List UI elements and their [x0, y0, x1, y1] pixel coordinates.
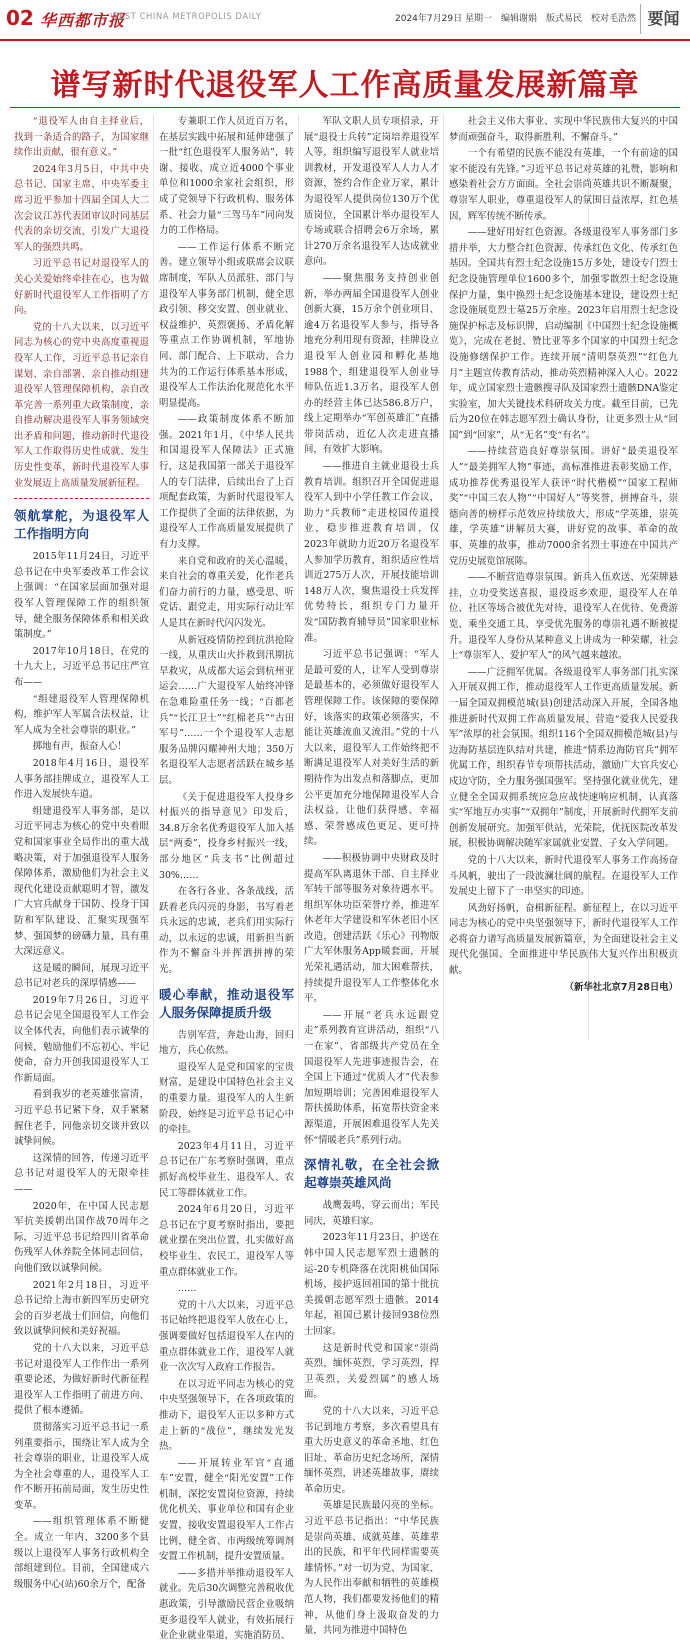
body-paragraph: 社会主义伟大事业、实现中华民族伟大复兴的中国梦而顽强奋斗，取得新胜利、不懈奋斗。”: [449, 116, 678, 143]
body-paragraph: 2023年11月23日，护送在韩中国人民志愿军烈士遗骸的运-20专机降落在沈阳桃仙国际机场，接护返回祖国的第十批抗美援朝志愿军烈士遗骸。2014年起，祖国已累计接回938位烈士回家。: [304, 1232, 439, 1337]
body-paragraph: ——多措并举推动退役军人就业。先后30次调整完善税收优惠政策，引导激励民营企业吸纳更多退役军人就业，有效拓展行业企业就业渠道，实施消防员、: [159, 1567, 294, 1642]
body-paragraph: 风劲好扬帆，奋楫新征程。新征程上，在以习近平同志为核心的党中央坚强领导下，新时代退役军人工作必将奋力谱写高质量发展新篇章，为全面建设社会主义现代化强国、全面推进中华民族伟大复兴作出积极贡献。: [449, 902, 678, 977]
body-paragraph: 组建退役军人事务部，是以习近平同志为核心的党中央着眼党和国家事业全局作出的重大战略决策，对于加强退役军人服务保障体系，激励他们为社会主义现代化建设贡献聪明才智，激发广大官兵献身于国防、投身于国防和军队建设、汇聚实现强军梦、强国梦的磅礴力量，具有重大深远意义。: [14, 805, 149, 958]
body-paragraph: 党的十八大以来，习近平总书记到地方考察，多次看望具有重大历史意义的革命圣地、红色旧址、革命历史纪念场所，深情缅怀英烈，讲述英雄故事，赓续革命历史。: [304, 1405, 439, 1495]
article-lead: [14, 114, 149, 499]
body-paragraph: 来自党和政府的关心温暖，来自社会的尊重关爱，化作老兵们奋力前行的力量，感受思、听党话、跟党走，用实际行动让军人是其在新时代闪闪发光。: [159, 555, 294, 629]
body-paragraph: ——开展“老兵永远跟党走”系列教育宣讲活动，组织“八一在家”、省部级共产党员在全国退役军人先进事迹报告会，在全国上下通过“优质人才”代表参加短期培训；完善困难退役军人帮扶援助体系，拓宽帮扶资金来源渠道，开展困难退役军人先关怀“情暖老兵”系列行动。: [304, 1009, 439, 1146]
dateline: 2024年7月29日 星期一 编辑谢娟 版式易民 校对毛浩然: [395, 14, 636, 24]
lead-paragraph: 2024年3月5日，中共中央总书记、国家主席、中央军委主席习近平参加十四届全国人大二次会议江苏代表团审议时同基层代表的亲切交流，引发广大退役军人的强烈共鸣。: [14, 163, 149, 253]
body-paragraph: 党的十八大以来，习近平总书记对退役军人工作作出一系列重要论述，为做好新时代新征程退役军人工作指明了前进方向、提供了根本遵循。: [14, 1342, 149, 1417]
body-paragraph: ——积极协调中央财政及时提高军队离退休干部、自主择业军转干部等服务对象待遇水平。组织军休功臣荣誉疗养，推进军休老年大学建设和军休老旧小区改造，创建活跃《乐心》刊物版广大军休服务App暖套面，开展光荣礼遇活动，加大困难帮扶，持续提升退役军人工作整体化水平。: [304, 852, 439, 1005]
header-rule: [0, 39, 690, 41]
body-paragraph: 2021年2月18日，习近平总书记给上海市新四军历史研究会的百岁老战士们回信，向他们致以诚挚问候和美好祝福。: [14, 1279, 149, 1338]
article-column-1: [14, 114, 149, 1590]
lead-paragraph: 习近平总书记对退役军人的关心关爱始终牵挂在心，也为做好新时代退役军人工作指明了方向。: [14, 258, 149, 317]
body-paragraph: ——不断营造尊崇氛围。新兵入伍欢送、光荣牌悬挂，立功受奖送喜报，退役返乡欢迎，退役军人在单位、社区等场合被优先对待，退役军人在优待、免费游览、乘坐交通工具、享受优先服务的尊崇礼遇不断被提升。退役军人身份从某种意义上讲成为一种荣耀，社会上“尊崇军人、爱护军人”的风气越来越浓。: [449, 572, 678, 662]
headline: 谱写新时代退役军人工作高质量发展新篇章: [50, 68, 640, 103]
body-paragraph: 告别军营，奔赴山海，回归地方，兵心依然。: [159, 1029, 294, 1057]
article-column-2: [159, 114, 294, 1642]
lead-paragraph: “退役军人由自主择业后，找到一条适合的路子，为国家继续作出贡献，很有意义。”: [14, 116, 149, 159]
masthead: [0, 0, 690, 44]
body-paragraph: 2023年4月11日，习近平总书记在广东考察时强调，重点抓好高校毕业生、退役军人、农民工等群体就业工作。: [159, 1140, 294, 1199]
body-paragraph: 贯彻落实习近平总书记一系列重要指示，围绕让军人成为全社会尊崇的职业，让退役军人成为全社会尊重的人，退役军人工作不断开拓前局面，发生历史性变革。: [14, 1421, 149, 1511]
lead-paragraph: 党的十八大以来，以习近平同志为核心的党中央高度重视退役军人工作，习近平总书记亲自谋划、亲自部署、亲自推动组建退役军人管理保障机构，亲自改革完善一系列重大政策制度，亲自推动解决退役军人事务领域突出矛盾和问题，推动新时代退役军人工作取得历史性成就、发生历史性变革，新时代退役军人事业发展迈上高质量发展新征程。: [14, 321, 149, 489]
body-paragraph: 2017年10月18日，在党的十九大上，习近平总书记庄严宣布——: [14, 645, 149, 688]
body-paragraph: ……: [177, 1283, 197, 1295]
body-paragraph: 专兼职工作人员近百万名，在基层实践中拓展和延伸建强了一批“红色退役军人服务站”，转谢、接收、成立近4000个事业单位和1000余家社会组织，形成了党领导下行政机构、服务体系、社会力量“三驾马车”同向发力的工作格局。: [159, 116, 294, 237]
body-paragraph: 英雄是民族最闪亮的坐标。习近平总书记指出：“中华民族是崇尚英雄、成就英雄、英雄辈出的民族，和平年代同样需要英雄情怀。”对一切为党、为国家、为人民作出奉献和牺牲的英雄模范人物，我们都要发扬他们的精神，从他们身上汲取奋发的力量，共同为推进中国特色: [304, 1500, 439, 1637]
body-paragraph: 2024年6月20日，习近平总书记在宁夏考察时指出，要把就业摆在突出位置，扎实做好高校毕业生、农民工、退役军人等重点群体就业工作。: [159, 1204, 294, 1278]
section-heading: 领航掌舵，为退役军人工作指明方向: [14, 508, 149, 542]
column-body: [159, 114, 294, 1644]
body-paragraph: 2018年4月16日，退役军人事务部挂牌成立，退役军人工作进入发展快车道。: [14, 757, 149, 801]
column-divider: [298, 114, 299, 1039]
body-paragraph: 这是新时代党和国家“崇尚英烈，缅怀英烈，学习英烈，捍卫英烈，关爱烈属”的感人场面。: [304, 1342, 439, 1401]
article-column-3: [304, 114, 439, 1637]
body-paragraph: ——政策制度体系不断加强。2021年1月，《中华人民共和国退役军人保障法》正式施行，这是我国第一部关于退役军人的专门法律，后续出台了上百项配套政策，为新时代退役军人工作提供了全面的法律依据，为退役军人工作高质量发展提供了有力支撑。: [159, 414, 294, 551]
body-paragraph: 在以习近平同志为核心的党中央坚强领导下，在各项政策的推动下，退役军人正以多种方式走上新的“战位”，继续发光发热。: [159, 1378, 294, 1453]
column-body: [304, 1008, 439, 1639]
body-paragraph: ——工作运行体系不断完善。建立领导小组或联席会议联席制度，军队人员派驻、部门与退役军人事务部门机制，健全思政引领、移交安置、创业就业、权益维护、英烈褒扬、矛盾化解等重点工作协调机制，军地协同、部门配合、上下联动、合力共为的工作运行体系基本形成，退役军人工作法治化规范化水平明显提高。: [159, 241, 294, 409]
body-paragraph: ——广泛拥军优属。各级退役军人事务部门扎实深入开展双拥工作，推动退役军人工作更高质量发展。新一届全国双拥模范城(县)创建活动深入开展，全国各地推进新时代双拥工作高质量发展，营造“爱我人民爱我军”浓厚的社会氛围。组织116个全国双拥模范城(县)与边海防基层连队结对共建，推进“情系边海防官兵”拥军优属工作，组织春节专项帮扶活动，激励广大官兵安心戍边守防，全力服务强国强军。坚持强化就业优先，建立健全全国双拥系统应急应战快速响应机制，认真落实“军地互办实事”“双拥年”制度，开展新时代拥军支前创新发展研究。加强军供站，光荣院，优抚医院改革发展，积极协调解决随军家属就业安置、子女入学问题。: [449, 666, 678, 850]
body-paragraph: 从新冠疫情防控到抗洪抢险一线，从重庆山火扑救到汛期抗旱救灾，从成都大运会到杭州亚运会……广大退役军人始终冲锋在急难险重任务一线；“百都老兵”“长江卫士”“红棉老兵”“古田军号”……一个个退役军人志愿服务品牌闪耀神州大地；350万名退役军人志愿者活跃在城乡基层。: [159, 634, 294, 786]
column-divider: [153, 114, 154, 1039]
body-paragraph: 在各行各业、各条战线，活跃着老兵闪亮的身影，书写着老兵永远的忠诚，老兵们用实际行动，以永远的忠诚，用新担当新作为不懈奋斗并挥洒拼搏的荣光。: [159, 886, 294, 976]
paper-logo: 华西都市报: [40, 11, 126, 30]
body-paragraph: 战鹰轰鸣，穿云而出；军民同庆，英雄归家。: [304, 1200, 439, 1227]
body-paragraph: 《关于促进退役军人投身乡村振兴的指导意见》印发后，34.8万余名优秀退役军人加入基层“两委”，投身乡村振兴一线，部分地区“兵支书”比例超过30%……: [159, 791, 294, 881]
body-paragraph: ——建好用好红色资源。各级退役军人事务部门多措并举，大力整合红色资源、传承红色文化、传承红色基因。全国共有烈士纪念设施15万多处，建设专门烈士纪念设施管理单位1600多个，加强零散烈士纪念设施保护力量，集中换烈士纪念设施基本建设，建设烈士纪念设施展览烈士墓25万余座。2023年启用烈士纪念设施保护标志及标识牌，启动编制《中国烈士纪念设施概览》，完成在老挝、赞比亚等多个国家的中国烈士纪念设施修缮保护工作。连续开展“清明祭英烈”“红色九月”主题宣传教育活动，推动英烈精神深入人心。2022年，成立国家烈士遗骸搜寻队及国家烈士遗骸DNA鉴定实验室，加大关键技术科研攻关力度。截至目前，已先后为20位在韩志愿军烈士确认身份，让更多烈士从“回国”到“回家”，从“无名”变“有名”。: [449, 227, 678, 441]
body-paragraph: 2019年7月26日，习近平总书记会见全国退役军人工作会议全体代表，向他们表示诚挚的问候，勉励他们不忘初心、牢记使命，奋力开创我国退役军人工作新局面。: [14, 994, 149, 1084]
body-paragraph: 掷地有声，振奋人心！: [32, 741, 127, 753]
body-paragraph: ——组织管理体系不断健全。成立一年内，3200多个县级以上退役军人事务行政机构全部组建到位。目前，全国建成六级服务中心(站)60余万个，配备: [14, 1516, 149, 1590]
body-paragraph: 这是暖的瞬间，展现习近平总书记对老兵的深厚情感——: [14, 962, 149, 990]
section-heading: 深情礼敬，在全社会掀起尊崇英雄风尚: [304, 1157, 439, 1191]
paper-english-name: WEST CHINA METROPOLIS DAILY: [110, 12, 262, 22]
body-paragraph: ——持续营造良好尊崇氛围。讲好“最美退役军人”“最美拥军人物”事迹，高标准推进表彰奖励工作，成功推荐优秀退役军人获评“时代楷模”“国家工程师奖”“中国三农人物”“中国好人”等奖誉，拼搏奋斗，崇德向善的榜样示范效应持续放大，形成“学英雄，崇英雄，学英雄”讲解员大赛，讲好党的故事、革命的故事、英雄的故事，推动7000余名烈士事迹在中国共产党历史展览馆展陈。: [449, 446, 678, 567]
body-paragraph: 这深情的回答，传递习近平总书记对退役军人的无限牵挂——: [14, 1152, 149, 1195]
headline-rule: [10, 107, 680, 108]
body-paragraph: 军队文职人员专项招录，开展“退役士兵转”定岗培养退役军人等，组织编写退役军人就业培训教材，开发退役军人人力人才资源，签约合作企业万家，累计为退役军人提供岗位130万个优质岗位，全国累计举办退役军人专场或联合招聘会6万余场，累计270万余名退役军人达成就业意向。: [304, 116, 439, 268]
body-paragraph: 党的十八大以来，习近平总书记始终把退役军人放在心上，强调要做好包括退役军人在内的重点群体就业工作，退役军人就业一次次写入政府工作报告。: [159, 1299, 294, 1374]
body-paragraph: 2015年11月24日，习近平总书记在中央军委改革工作会议上强调：“在国家层面加强对退役军人管理保障工作的组织领导，健全服务保障体系和相关政策制度。”: [14, 551, 149, 641]
body-paragraph: 党的十八大以来，新时代退役军人事务工作高扬奋斗风帆，驶出了一段波澜壮阔的航程。在退役军人工作发展史上留下了一串坚实的印迹。: [449, 854, 678, 898]
article-column-4: [449, 114, 678, 1039]
body-paragraph: 退役军人是党和国家的宝贵财富，是建设中国特色社会主义的重要力量。退役军人的人生新阶段，始终是习近平总书记心中的牵挂。: [159, 1061, 294, 1136]
body-paragraph: 2020年，在中国人民志愿军抗美援朝出国作战70周年之际，习近平总书记给四川省革命伤残军人休养院全体同志回信，向他们致以诚挚问候。: [14, 1200, 149, 1274]
body-paragraph: ——开展转业军官“直通车”安置，健全“阳光安置”工作机制，深挖安置岗位资源，持续优化机关、事业单位和国有企业安置，接收安置退役军人工作占比例，健全省、市两级统筹调剂安置工作机制，提升安置质量。: [159, 1457, 294, 1563]
section-label: 要闻: [640, 4, 686, 34]
body-paragraph: ——聚焦服务支持创业创新，举办两届全国退役军人创业创新大赛，15万余个创业项目、逾4万名退役军人参与，指导各地充分利用现有资源，挂牌设立退役军人创业园和孵化基地1988个，组建退役军人创业导师队伍近1.3万名，退役军人创办的经营主体已达586.8万户，线上定期举办“军创英雄汇”直播带岗活动，近亿人次走进直播间，有效扩大影响。: [304, 272, 439, 456]
news-source: （新华社北京7月28日电）: [564, 981, 678, 993]
body-paragraph: 看到我岁的老英雄张富清，习近平总书记紧下身，双手紧紧握住老手，同他亲切交谈并致以诚挚问候。: [14, 1089, 149, 1148]
body-paragraph: 一个有希望的民族不能没有英雄，一个有前途的国家不能没有先锋。”习近平总书记对英雄的礼赞，影响和感染着社会方方面面。全社会崇尚英雄共识不断凝聚，尊崇军人职业，尊重退役军人的氛围日益浓厚，红色基因，辉军传统不断传承。: [449, 148, 678, 222]
column-body: [304, 114, 439, 1007]
column-body: [14, 549, 149, 1592]
column-body: [449, 114, 678, 979]
body-paragraph: 习近平总书记强调：“军人是最可爱的人，让军人受到尊崇是最基本的，必须做好退役军人管理保障工作。该保障的要保障好，该落实的政策必须落实，不能让英雄流血又流泪。”党的十八大以来，退役军人工作始终把不断满足退役军人对美好生活的新期待作为出发点和落脚点，更加公平更加充分地保障退役军人合法权益，让他们获得感、幸福感、荣誉感成色更足、更可持续。: [304, 649, 439, 848]
column-divider: [443, 114, 444, 1039]
body-paragraph: ——推进自主就业退役士兵教育培训。组织召开全国促进退役军人到中小学任教工作会议，助力“兵教师”走进校园传道授业，稳步推进教育培训，仅2023年就助力近20万名退役军人参加学历教育，组织适应性培训近275万人次，开展技能培训148万人次，聚焦退役士兵发挥优势特长，组织专门力量开发“国防教育辅导员”国家职业标准。: [304, 461, 439, 644]
body-paragraph: “组建退役军人管理保障机构，维护军人军属合法权益，让军人成为全社会尊崇的职业。”: [14, 693, 149, 736]
page-number: 02: [6, 6, 34, 30]
section-heading: 暖心奉献，推动退役军人服务保障提质升级: [159, 986, 294, 1020]
